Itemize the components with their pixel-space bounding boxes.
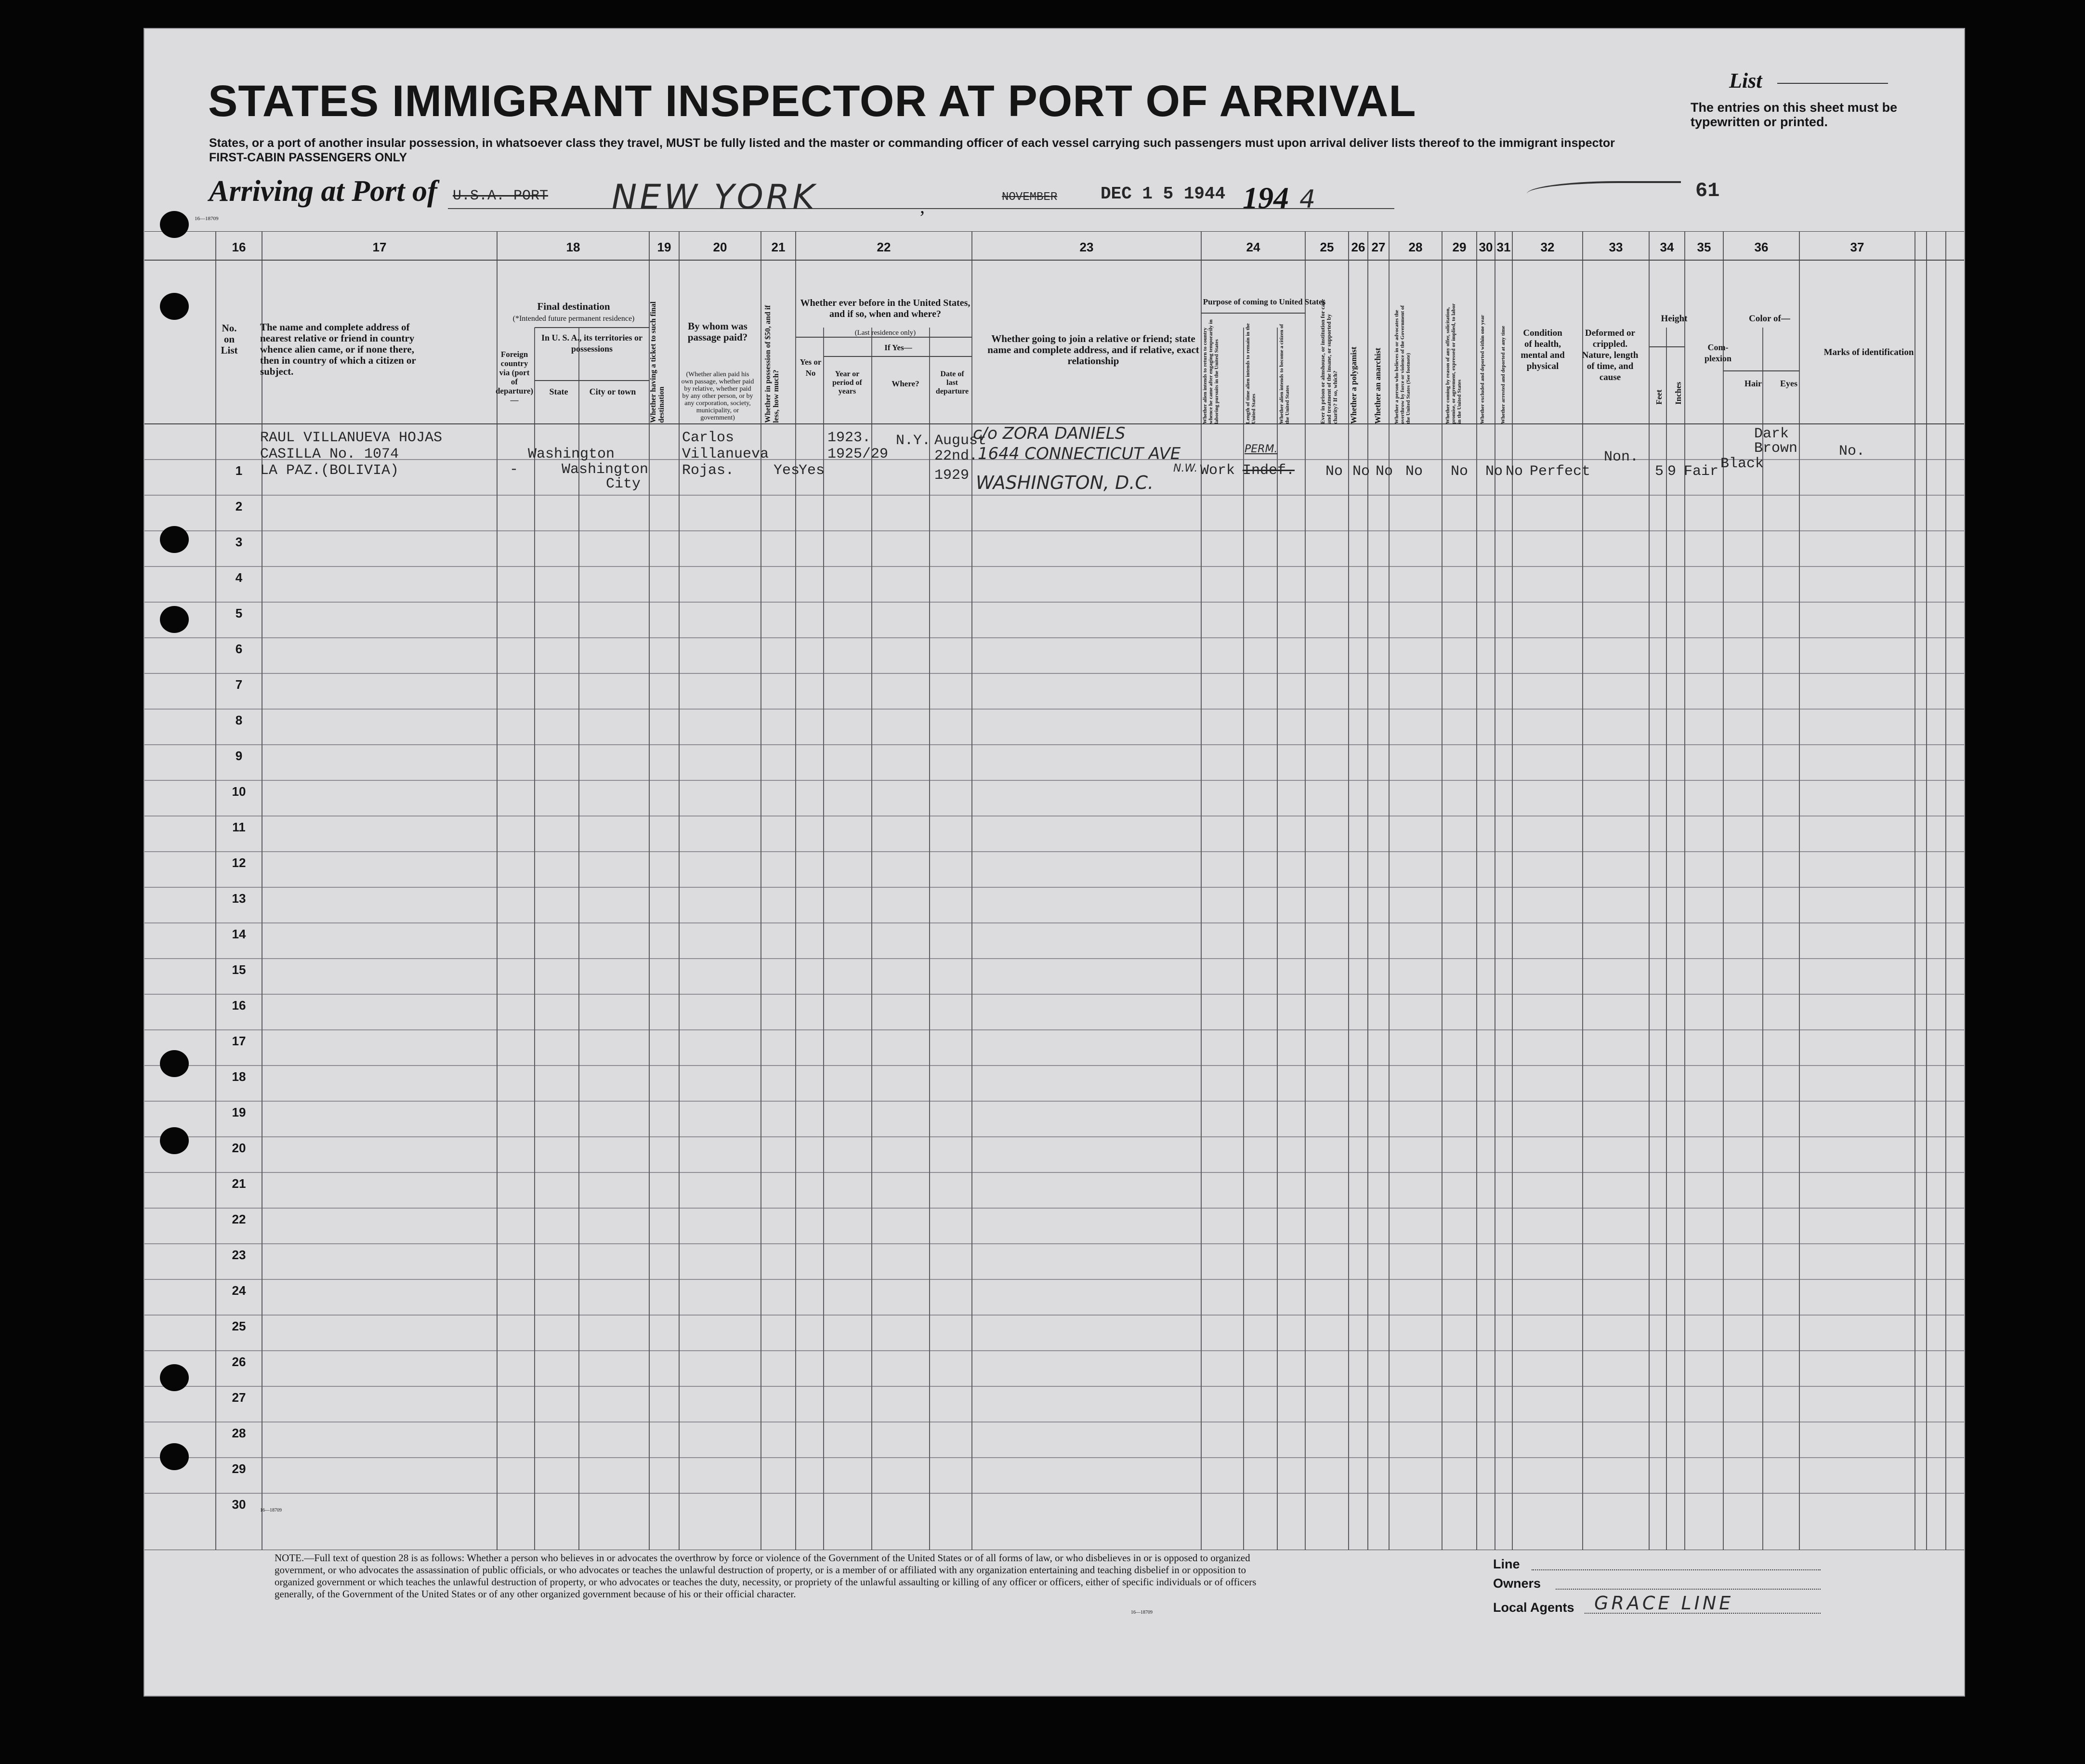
length-struck: Indef.	[1243, 462, 1295, 479]
punch-hole	[160, 526, 189, 553]
c31-value: No	[1506, 463, 1523, 480]
col27-header: Whether an anarchist	[1373, 347, 1382, 424]
dest-city-1: Washington	[562, 461, 649, 478]
punch-hole	[160, 606, 189, 633]
column-number: 17	[372, 240, 387, 254]
col22-where: Where?	[892, 379, 919, 388]
list-label: List	[1729, 69, 1762, 92]
col24-c: Whether alien intends to become a citizen of the United States	[1279, 324, 1290, 424]
deformed: Non.	[1604, 449, 1639, 465]
years-1: 1923.	[827, 430, 871, 446]
col34-header: Height	[1661, 314, 1688, 324]
col20-sub: (Whether alien paid his own passage, whether paid by relative, whether paid by any other person, or by any corporation, society, municipality, or government)	[681, 371, 754, 421]
where-before: N.Y.	[896, 433, 931, 449]
list-dash-mark	[1527, 181, 1681, 202]
eye-color-1: Dark	[1754, 426, 1789, 442]
column-number: 23	[1079, 240, 1094, 254]
row-number: 10	[232, 784, 246, 799]
owners-label: Owners	[1493, 1576, 1541, 1591]
col18-foreign: Foreign country via (port of departure)—	[495, 350, 534, 405]
col24-b: Length of time alien intends to remain in the United States	[1245, 323, 1257, 424]
col24-title: Purpose of coming to United States	[1203, 297, 1326, 306]
identification-marks: No.	[1839, 443, 1865, 460]
typewritten-note: The entries on this sheet must be typewritten or printed.	[1691, 100, 1898, 129]
col18-city: City or town	[589, 387, 636, 396]
owners-fill	[1556, 1589, 1821, 1590]
col29-header: Whether coming by reason of any offer, solicitation, promise, or agreement, expressed or implied, to labor in the United States	[1445, 303, 1462, 424]
before-yes-no: Yes	[799, 462, 825, 479]
row-number: 1	[235, 463, 243, 478]
departure-2: 22nd.	[934, 448, 978, 464]
punch-hole	[160, 211, 189, 238]
row-number: 5	[235, 606, 243, 620]
col21-header: Whether in possession of $50, and if less, how much?	[764, 305, 780, 423]
dest-state: Washington	[528, 446, 615, 462]
class-note: FIRST-CABIN PASSENGERS ONLY	[209, 151, 407, 164]
col36-hair: Hair	[1744, 379, 1762, 388]
col32-header: Condition of health, mental and physical	[1521, 328, 1565, 371]
col22-sub: (Last residence only)	[854, 329, 916, 337]
column-number: 30	[1479, 240, 1493, 254]
row-number: 11	[232, 820, 246, 834]
row-number: 15	[232, 962, 246, 977]
row-number: 12	[232, 856, 246, 870]
column-number: 20	[713, 240, 727, 254]
col23-header: Whether going to join a relative or friend; state name and complete address, and if relative, exact relationship	[987, 333, 1199, 367]
dest-city-2: City	[606, 476, 641, 492]
page-title: STATES IMMIGRANT INSPECTOR AT PORT OF ARRIVAL	[208, 77, 1416, 126]
relative-address-2: LA PAZ.(BOLIVIA)	[260, 462, 399, 479]
row-number: 27	[232, 1390, 246, 1405]
col35-header: Com-plexion	[1704, 342, 1731, 363]
row-number: 17	[232, 1034, 246, 1048]
column-number: 18	[566, 240, 580, 254]
row-number: 23	[232, 1248, 246, 1262]
column-number: 22	[877, 240, 891, 254]
list-number: 61	[1695, 179, 1720, 202]
col37-header: Marks of identification	[1823, 347, 1914, 357]
c28-value: No	[1405, 463, 1423, 480]
line-fill	[1532, 1569, 1821, 1570]
col24-a: Whether alien intends to return to country whence he came after engaging temporarily in laboring pursuits in the United States	[1202, 319, 1220, 424]
column-number: 25	[1320, 240, 1334, 254]
row-number: 18	[232, 1069, 246, 1084]
column-number: 16	[232, 240, 246, 254]
manifest-table	[144, 231, 1964, 1550]
column-number: 31	[1496, 240, 1511, 254]
row-number: 13	[232, 891, 246, 906]
fifty-dollars: Yes	[774, 462, 800, 479]
foreign-via: -	[510, 461, 519, 478]
column-number: 36	[1754, 240, 1769, 254]
port-handwritten: NEW YORK	[612, 177, 818, 217]
punch-hole	[160, 1443, 189, 1470]
hair-color: Black	[1720, 456, 1764, 472]
punch-hole	[160, 293, 189, 320]
col22-year: Year or period of years	[832, 370, 862, 395]
punch-hole	[160, 1050, 189, 1077]
join-line-1: c/o ZORA DANIELS	[973, 424, 1126, 443]
port-comma: ,	[920, 196, 925, 217]
column-number: 37	[1850, 240, 1864, 254]
struck-port: U.S.A. PORT	[453, 188, 549, 204]
punch-hole	[160, 1364, 189, 1391]
departure-3: 1929	[934, 467, 970, 484]
paid-by-3: Rojas.	[682, 462, 734, 479]
row-number: 7	[235, 677, 243, 692]
row-number: 4	[235, 570, 243, 585]
join-line-2: 1644 CONNECTICUT AVE	[978, 444, 1181, 463]
struck-month: NOVEMBER	[1002, 191, 1058, 204]
row-number: 21	[232, 1176, 246, 1191]
c27-value: No	[1376, 463, 1393, 480]
manifest-sheet	[144, 28, 1965, 1697]
form-number-top: 16—18709	[195, 216, 219, 222]
row-number: 22	[232, 1212, 246, 1226]
col36-header: Color of—	[1749, 314, 1790, 324]
row-number: 24	[232, 1283, 246, 1298]
c26-value: No	[1352, 463, 1370, 480]
column-number: 26	[1351, 240, 1365, 254]
length-stay: PERM.	[1245, 443, 1278, 455]
page-subtitle	[209, 136, 1692, 165]
date-stamp: DEC 1 5 1944	[1101, 184, 1226, 204]
col25-header: Ever in prison or almshouse, or institution for care and treatment of the insane, or supported by charity? If so, which?	[1319, 299, 1338, 424]
relative-name: RAUL VILLANUEVA HOJAS	[260, 430, 443, 446]
col18-sub: (*Intended future permanent residence)	[512, 315, 635, 323]
col34-feet: Feet	[1654, 389, 1664, 405]
year-underline	[1361, 208, 1394, 209]
eye-color-2: Brown	[1754, 440, 1798, 457]
row-number: 20	[232, 1141, 246, 1155]
col36-eyes: Eyes	[1780, 379, 1797, 388]
no-on-list-header: No. on List	[221, 322, 238, 356]
health: Perfect	[1530, 463, 1591, 480]
row-number: 28	[232, 1426, 246, 1440]
col22-date: Date of last departure	[935, 370, 969, 395]
departure-1: August	[934, 433, 987, 449]
c30-value: No	[1485, 463, 1503, 480]
c29-value: No	[1451, 463, 1469, 480]
col22-ifyes: If Yes—	[884, 343, 912, 352]
c25-value: No	[1325, 463, 1343, 480]
row-number: 30	[232, 1497, 246, 1512]
line-label: Line	[1493, 1557, 1520, 1571]
column-number: 32	[1540, 240, 1555, 254]
row-number: 29	[232, 1461, 246, 1476]
row-number: 25	[232, 1319, 246, 1333]
col34-inches: Inches	[1674, 382, 1683, 405]
column-number: 33	[1609, 240, 1623, 254]
row-number: 14	[232, 927, 246, 941]
relative-address-1: CASILLA No. 1074	[260, 446, 399, 462]
join-line-3: WASHINGTON, D.C.	[976, 472, 1154, 493]
col17-header: The name and complete address of nearest relative or friend in country whence alien came, or if none there, then in country of which a citizen or subject.	[260, 321, 416, 377]
col20-header: By whom was passage paid?	[687, 320, 748, 343]
row-number: 2	[235, 499, 243, 513]
row-number: 3	[235, 535, 243, 549]
row-number: 6	[235, 642, 243, 656]
column-number: 19	[657, 240, 671, 254]
column-number: 27	[1371, 240, 1386, 254]
col31-header: Whether arrested and deported at any time	[1500, 326, 1506, 424]
row-number: 19	[232, 1105, 246, 1119]
col30-header: Whether excluded and deported within one year	[1480, 315, 1485, 424]
col28-header: Whether a person who believes in or advocates the overthrow by force or violence of the Government of the United States (See footnote)	[1394, 305, 1411, 424]
complexion: Fair	[1684, 463, 1719, 480]
purpose: Work	[1200, 462, 1235, 479]
form-number-bottom-left: 16—18709	[260, 1508, 282, 1513]
col33-header: Deformed or crippled. Nature, length of time, and cause	[1582, 328, 1639, 382]
subtitle-text: States, or a port of another insular possession, in whatsoever class they travel, MUST be fully listed and the master or commanding officer of each vessel carrying such passengers must upon arrival deliver lists thereof to the immigrant inspector	[209, 136, 1615, 150]
column-number: 24	[1246, 240, 1260, 254]
year-printed: 194	[1243, 181, 1289, 215]
footnote: NOTE.—Full text of question 28 is as follows: Whether a person who believes in or advocates the overthrow by force or violence of the Government of the United States or of all forms of law, or who disbelieves in or is opposed to organized government, or who advocates the assassination of public officials, or who advocates or teaches the unlawful destruction of property, or is a member of or affiliated with any organization entertaining and teaching disbelief in or opposition to organized government or which teaches the unlawful destruction of property, or who advocates or teaches the duty, necessity, or propriety of the unlawful assaulting or killing of any officer or officers, either of specific individuals or of officers generally, of the Government of the United States or of any other organized government because of his or their official character.	[275, 1552, 1257, 1600]
local-agents-label: Local Agents	[1493, 1600, 1574, 1615]
column-number: 34	[1660, 240, 1674, 254]
list-underline	[1777, 83, 1888, 84]
col22-yesno: Yes or No	[800, 357, 822, 378]
column-number: 21	[771, 240, 786, 254]
form-number-bottom: 16—18709	[1131, 1610, 1153, 1615]
paid-by-1: Carlos	[682, 430, 734, 446]
col19-header: Whether having a ticket to such final destination	[649, 301, 666, 423]
column-number: 35	[1697, 240, 1711, 254]
column-number: 29	[1452, 240, 1467, 254]
col26-header: Whether a polygamist	[1349, 346, 1358, 424]
col18-usa: In U. S. A., its territories or possessions	[541, 333, 643, 354]
years-2: 1925/29	[827, 446, 889, 462]
paid-by-2: Villanueva	[682, 446, 769, 462]
join-line-2b: N.W.	[1173, 462, 1198, 474]
height-inches: 9	[1667, 463, 1677, 480]
year-suffix: 4	[1299, 185, 1316, 214]
local-agents-value: GRACE LINE	[1594, 1593, 1734, 1614]
row-number: 16	[232, 998, 246, 1013]
punch-hole	[160, 1127, 189, 1154]
col18-state: State	[549, 387, 568, 396]
col22-title: Whether ever before in the United States, and if so, when and where?	[800, 298, 970, 319]
row-number: 26	[232, 1355, 246, 1369]
column-number: 28	[1408, 240, 1423, 254]
row-number: 8	[235, 713, 243, 727]
row-number: 9	[235, 749, 243, 763]
height-feet: 5	[1655, 463, 1664, 480]
arriving-label: Arriving at Port of	[209, 175, 437, 208]
col18-title: Final destination	[537, 301, 610, 312]
